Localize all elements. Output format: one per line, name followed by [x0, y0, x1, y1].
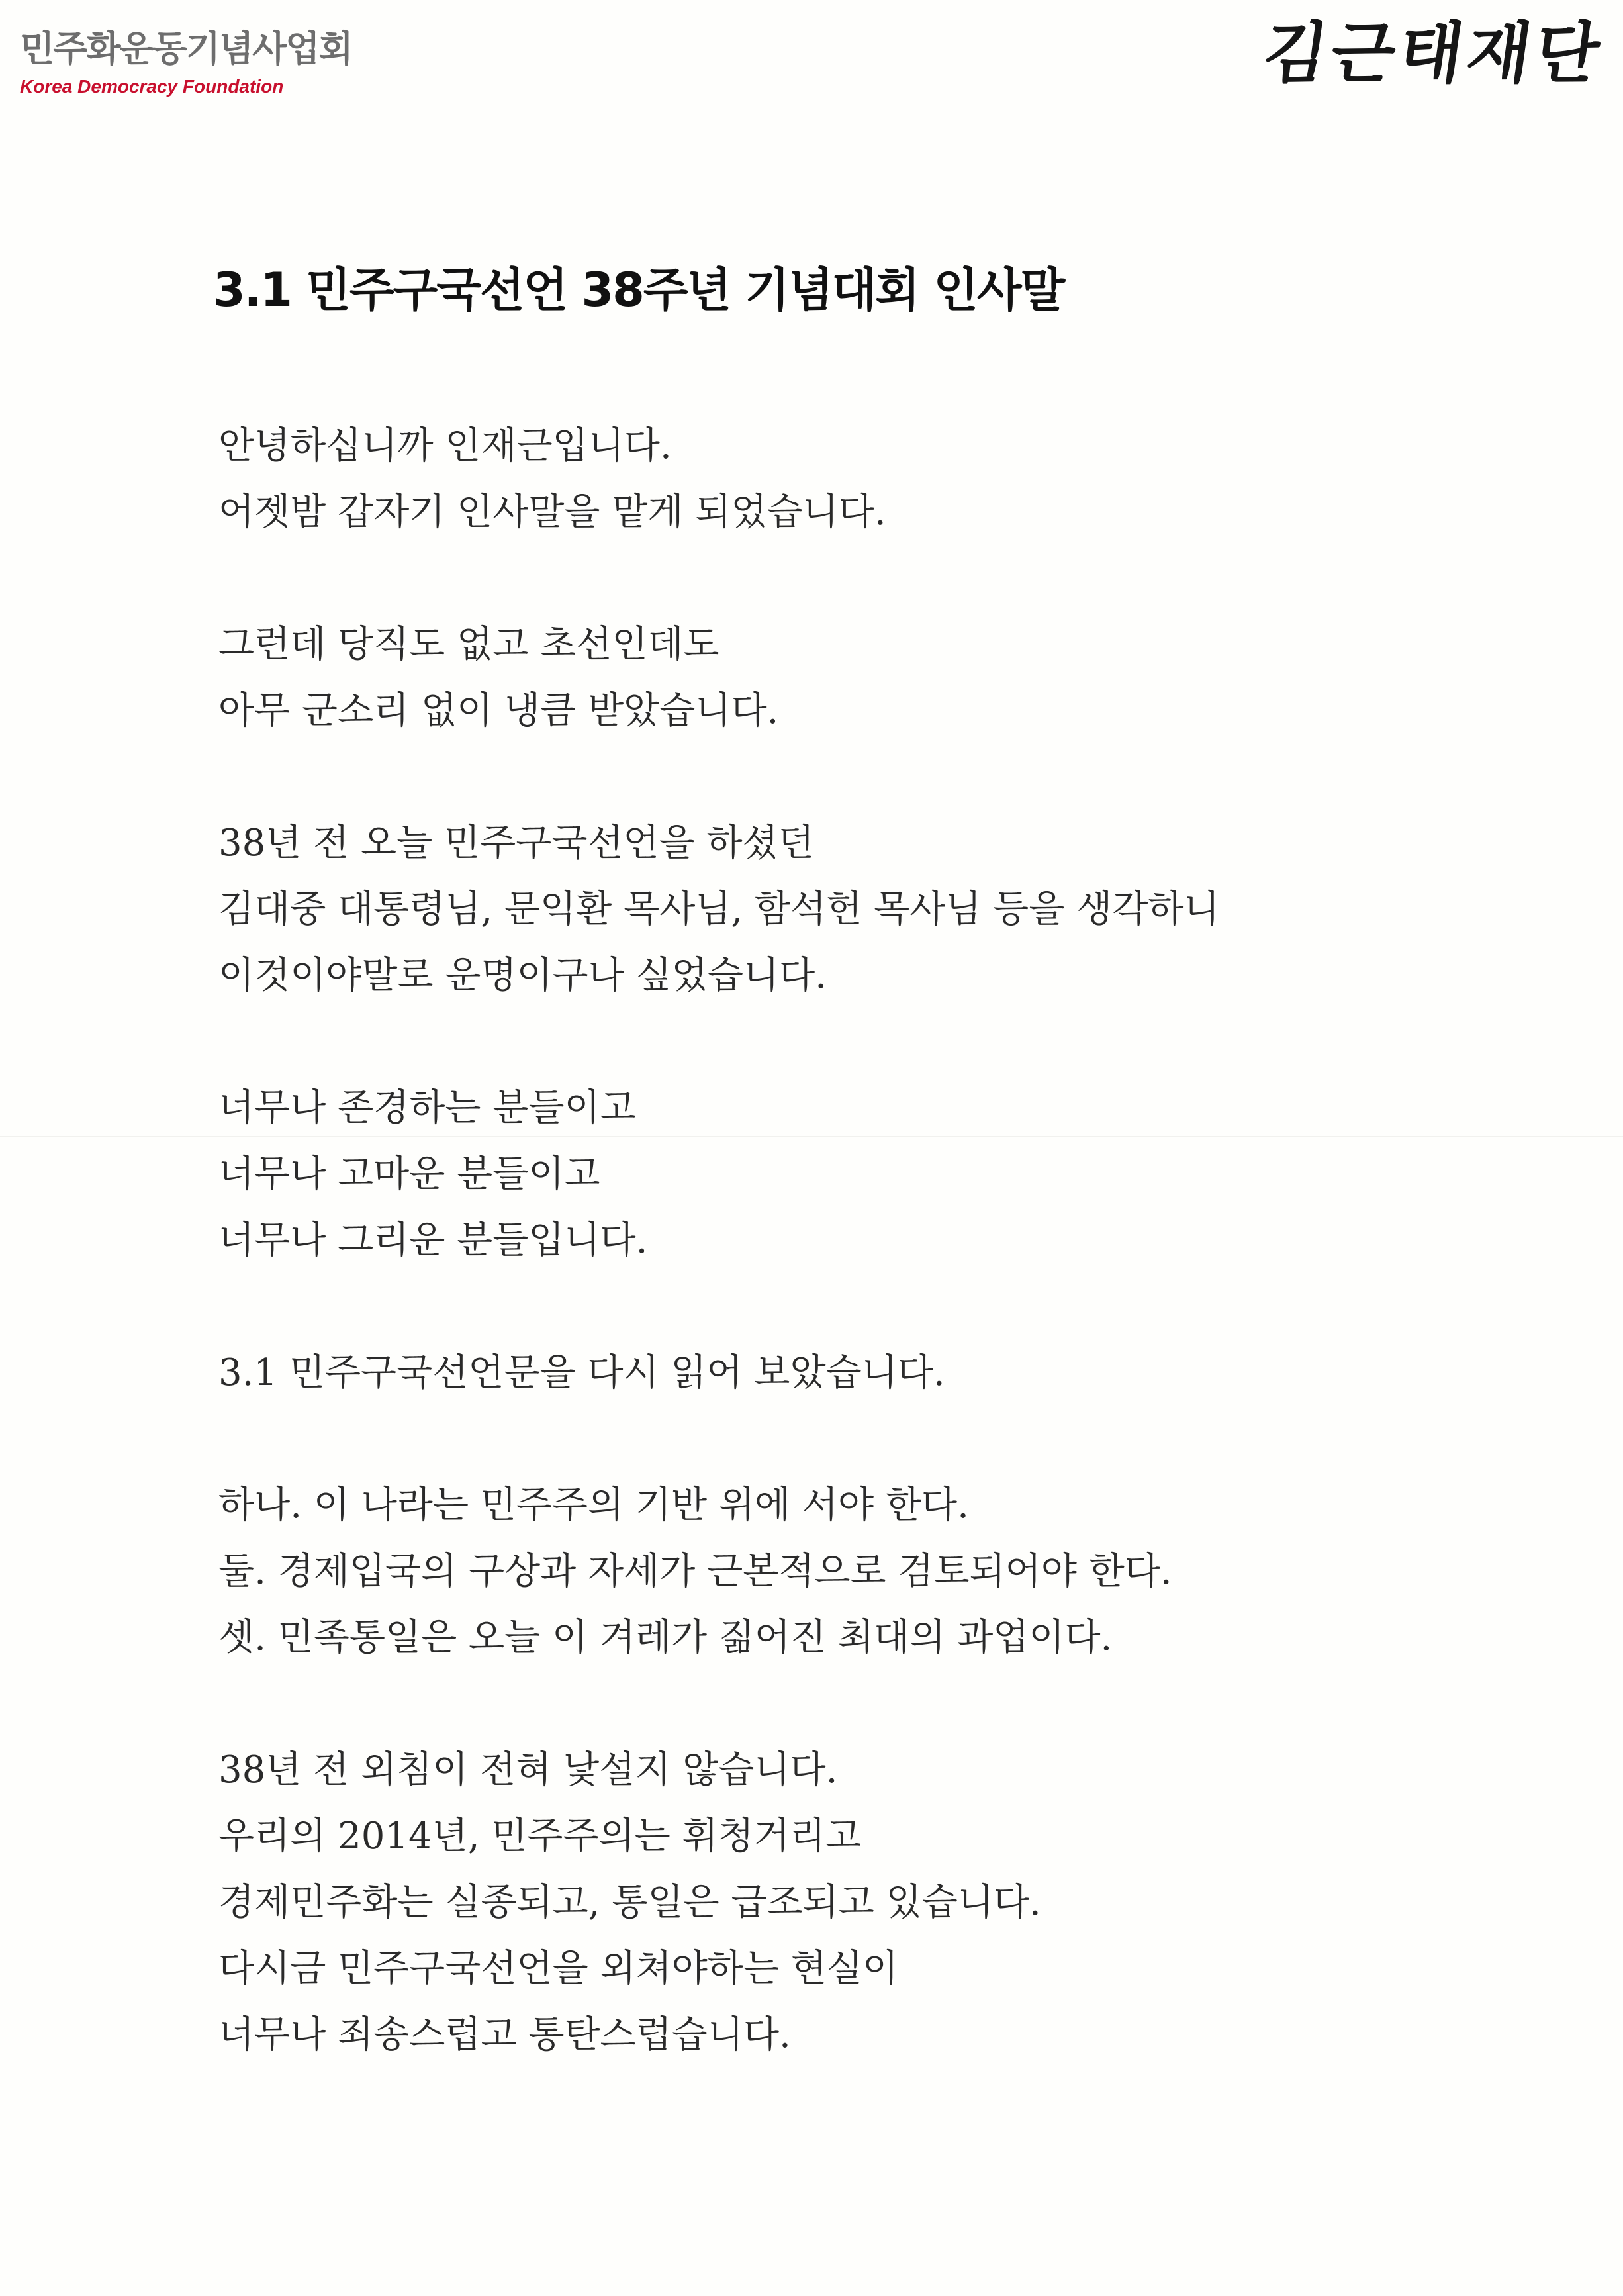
org-english-name: Korea Democracy Foundation — [20, 76, 284, 97]
text-line: 우리의 2014년, 민주주의는 휘청거리고 — [218, 1815, 862, 1858]
text-line: 너무나 고마운 분들이고 — [218, 1153, 600, 1196]
page-title: 3.1 민주구국선언 38주년 기념대회 인사말 — [213, 263, 1064, 317]
text-line: 너무나 죄송스럽고 통탄스럽습니다. — [218, 2013, 791, 2056]
text-line: 김대중 대통령님, 문익환 목사님, 함석헌 목사님 등을 생각하니 — [218, 888, 1220, 931]
paragraph — [218, 1472, 1476, 1671]
text-line: 하나. 이 나라는 민주주의 기반 위에 서야 한다. — [218, 1484, 969, 1527]
paragraph — [218, 1737, 1476, 2068]
text-line: 다시금 민주구국선언을 외쳐야하는 현실이 — [218, 1947, 899, 1990]
text-line: 둘. 경제입국의 구상과 자세가 근본적으로 검토되어야 한다. — [218, 1550, 1172, 1593]
text-line: 38년 전 오늘 민주구국선언을 하셨던 — [218, 822, 814, 865]
korea-democracy-foundation-logo — [20, 25, 352, 98]
paragraph — [218, 810, 1476, 1009]
text-line: 그런데 당직도 없고 초선인데도 — [218, 623, 719, 666]
foundation-calligraphy-logo: 김근태재단 — [1258, 14, 1609, 92]
text-line: 안녕하십니까 인재근입니다. — [218, 424, 672, 467]
org-korean-name: 민주화운동기념사업회 — [20, 27, 352, 70]
text-line: 아무 군소리 없이 냉큼 받았습니다. — [218, 689, 779, 732]
text-line: 어젯밤 갑자기 인사말을 맡게 되었습니다. — [218, 491, 886, 534]
text-line: 너무나 존경하는 분들이고 — [218, 1086, 636, 1129]
speech-body — [218, 413, 1476, 2134]
text-line: 3.1 민주구국선언문을 다시 읽어 보았습니다. — [218, 1351, 945, 1394]
paragraph — [218, 612, 1476, 744]
text-line: 경제민주화는 실종되고, 통일은 급조되고 있습니다. — [218, 1881, 1041, 1924]
text-line: 너무나 그리운 분들입니다. — [218, 1219, 648, 1262]
text-line: 셋. 민족통일은 오늘 이 겨레가 짊어진 최대의 과업이다. — [218, 1616, 1113, 1659]
paragraph — [218, 1075, 1476, 1274]
paragraph — [218, 1340, 1476, 1406]
text-line: 이것이야말로 운명이구나 싶었습니다. — [218, 954, 827, 997]
text-line: 38년 전 외침이 전혀 낯설지 않습니다. — [218, 1748, 838, 1792]
paragraph — [218, 413, 1476, 546]
